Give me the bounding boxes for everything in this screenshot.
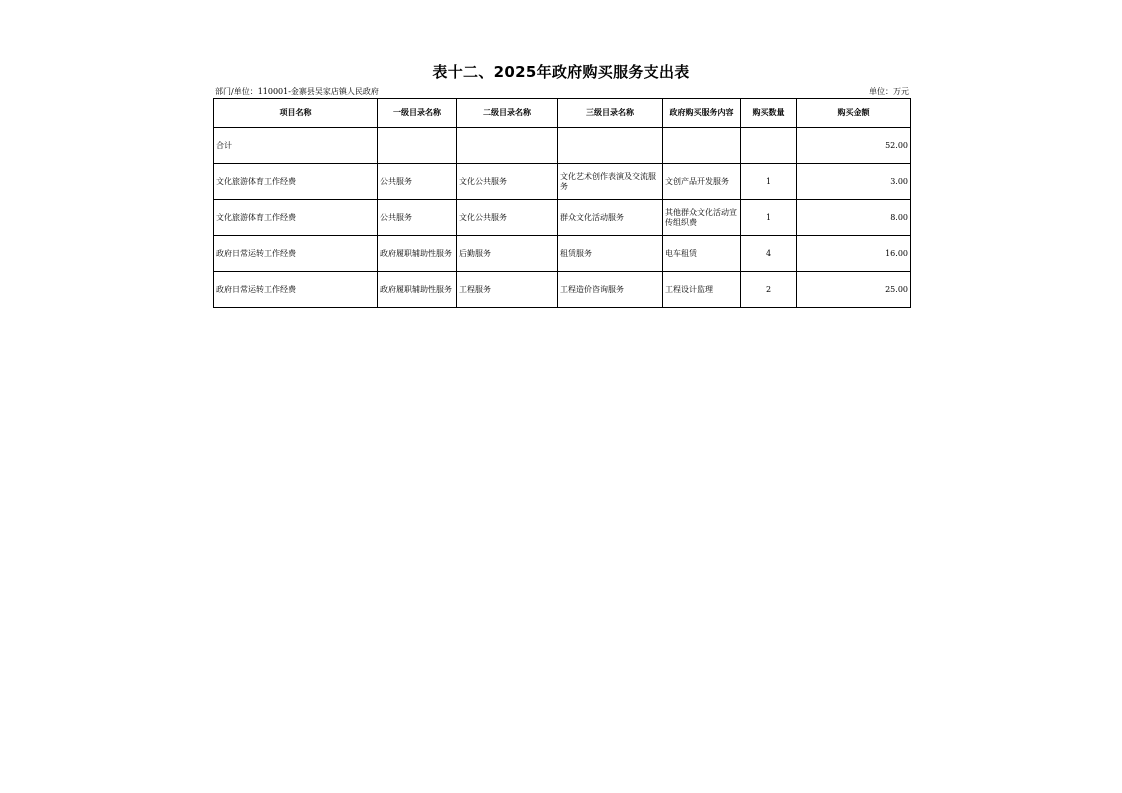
cell-level3: 文化艺术创作表演及交流服务: [558, 164, 663, 200]
department-label: 部门/单位：110001-金寨县吴家店镇人民政府: [215, 87, 379, 96]
column-header-content: 政府购买服务内容: [663, 99, 741, 128]
cell-content: 文创产品开发服务: [663, 164, 741, 200]
cell-project: 政府日常运转工作经费: [214, 272, 378, 308]
empty-cell: [457, 128, 558, 164]
cell-level3: 工程造价咨询服务: [558, 272, 663, 308]
cell-content: 电车租赁: [663, 236, 741, 272]
page-title: 表十二、2025年政府购买服务支出表: [432, 63, 690, 81]
column-header-amount: 购买金额: [797, 99, 911, 128]
cell-level2: 后勤服务: [457, 236, 558, 272]
cell-level3: 租赁服务: [558, 236, 663, 272]
total-amount: 52.00: [797, 128, 911, 164]
cell-level1: 政府履职辅助性服务: [378, 236, 457, 272]
table-row: [214, 236, 911, 272]
table-header-row: [214, 99, 911, 128]
empty-cell: [378, 128, 457, 164]
cell-quantity: 1: [741, 200, 797, 236]
cell-amount: 16.00: [797, 236, 911, 272]
purchase-services-table: [213, 98, 911, 308]
unit-label: 单位：万元: [869, 87, 909, 96]
table-row: [214, 200, 911, 236]
cell-project: 文化旅游体育工作经费: [214, 200, 378, 236]
column-header-level2: 二级目录名称: [457, 99, 558, 128]
table-row: [214, 164, 911, 200]
cell-level2: 文化公共服务: [457, 164, 558, 200]
empty-cell: [741, 128, 797, 164]
cell-level1: 公共服务: [378, 164, 457, 200]
empty-cell: [663, 128, 741, 164]
column-header-level3: 三级目录名称: [558, 99, 663, 128]
cell-content: 工程设计监理: [663, 272, 741, 308]
cell-level2: 工程服务: [457, 272, 558, 308]
total-row: [214, 128, 911, 164]
cell-project: 政府日常运转工作经费: [214, 236, 378, 272]
column-header-quantity: 购买数量: [741, 99, 797, 128]
cell-quantity: 4: [741, 236, 797, 272]
empty-cell: [558, 128, 663, 164]
cell-amount: 8.00: [797, 200, 911, 236]
cell-amount: 3.00: [797, 164, 911, 200]
column-header-level1: 一级目录名称: [378, 99, 457, 128]
total-label: 合计: [214, 128, 378, 164]
cell-level2: 文化公共服务: [457, 200, 558, 236]
cell-level3: 群众文化活动服务: [558, 200, 663, 236]
cell-level1: 公共服务: [378, 200, 457, 236]
cell-level1: 政府履职辅助性服务: [378, 272, 457, 308]
cell-quantity: 1: [741, 164, 797, 200]
cell-content: 其他群众文化活动宣传组织费: [663, 200, 741, 236]
column-header-project: 项目名称: [214, 99, 378, 128]
cell-quantity: 2: [741, 272, 797, 308]
cell-project: 文化旅游体育工作经费: [214, 164, 378, 200]
cell-amount: 25.00: [797, 272, 911, 308]
table-row: [214, 272, 911, 308]
